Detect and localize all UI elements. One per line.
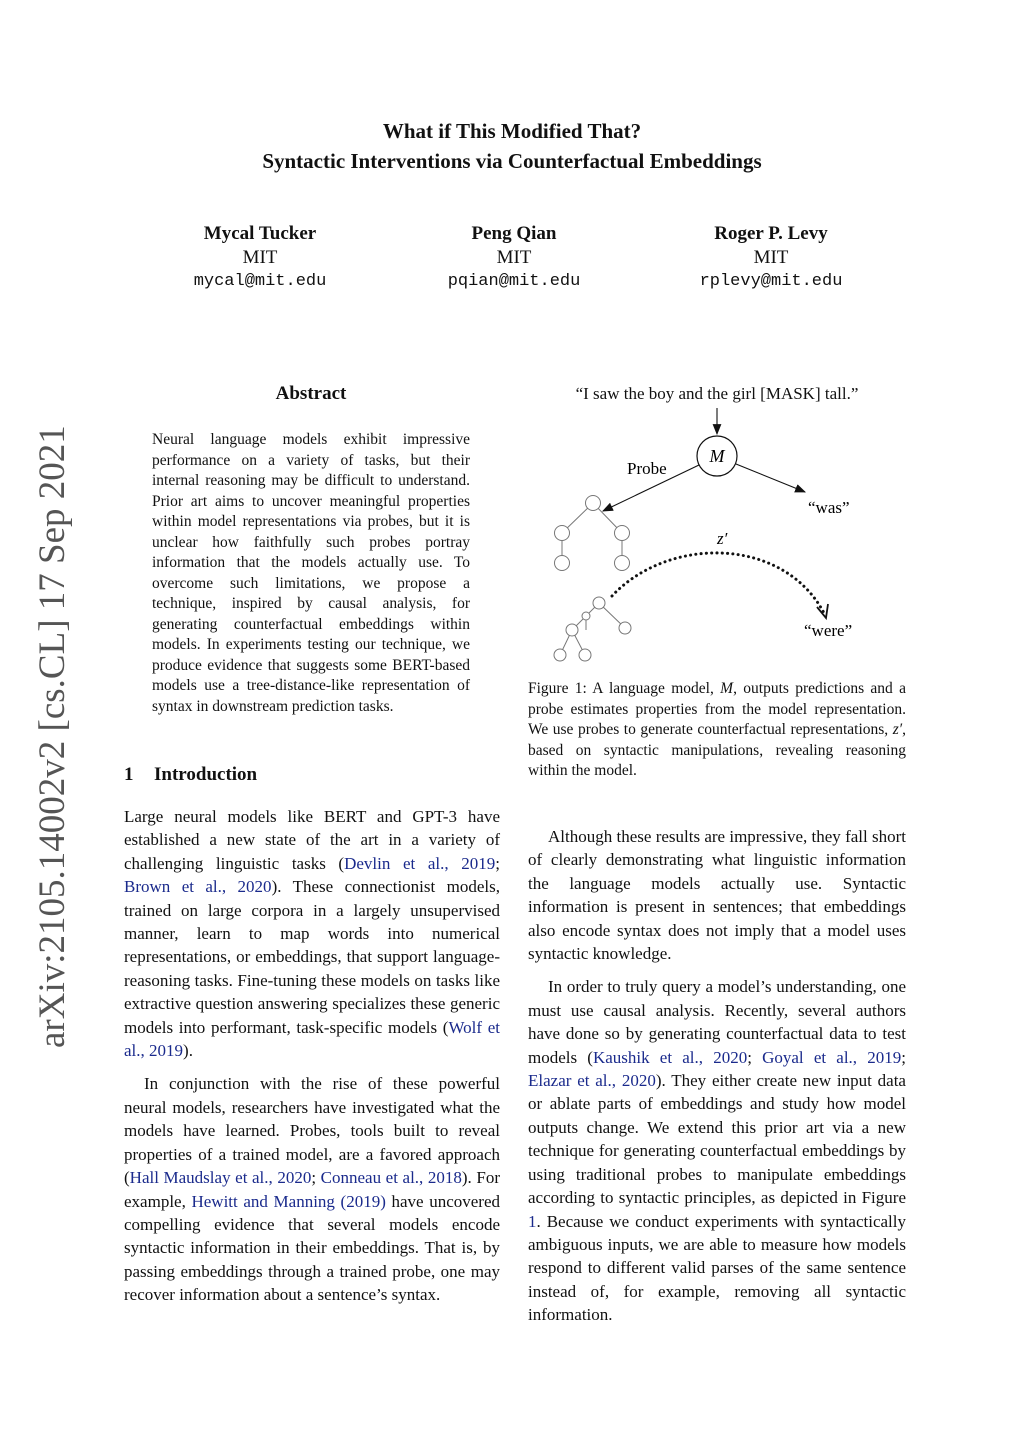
- tree-node: [579, 649, 591, 661]
- output-were-label: “were”: [804, 621, 853, 640]
- left-column-body: [124, 805, 500, 1317]
- citation-link[interactable]: Conneau et al., 2018: [320, 1168, 462, 1188]
- author-name: Peng Qian: [471, 223, 557, 244]
- author-block: [394, 222, 634, 294]
- citation-link[interactable]: Devlin et al., 2019: [344, 853, 496, 873]
- tree-node: [586, 496, 601, 511]
- model-label: M: [709, 446, 725, 466]
- abstract-heading: Abstract: [275, 383, 347, 404]
- section-heading-introduction: [124, 764, 257, 786]
- paragraph: In order to truly query a model’s understanding, one must use causal analysis. Recently, several authors have done so by generating counterfactual data to test models (Kaushik et al., 2020; Goyal et al., 2019; Elazar et al., 2020). They either create new input data or ablate parts of embeddings and study how model outputs change. We extend this prior art via a new technique for generating counterfactual embeddings by using traditional probes to manipulate embeddings according to syntactic principles, as depicted in Figure 1. Because we conduct experiments with syntactically ambiguous inputs, we are able to measure how models respond to different valid parses of the same sentence instead of, for example, removing all syntactic information.: [528, 977, 906, 1325]
- figure-1-caption: Figure 1: A language model, M, outputs predictions and a probe estimates properties from the model representation. We use probes to generate counterfactual representations, z′, based on syntactic manipulations, revealing reasoning within the model.: [528, 680, 906, 780]
- probe-label: Probe: [627, 459, 667, 478]
- paper-title-line-1: What if This Modified That?: [382, 119, 642, 143]
- output-arrow: [736, 464, 805, 492]
- author-affiliation: MIT: [496, 247, 532, 268]
- section-number: 1: [124, 764, 134, 785]
- author-affiliation: MIT: [753, 247, 789, 268]
- author-block: [651, 222, 891, 294]
- citation-link[interactable]: Brown et al., 2020: [124, 877, 272, 897]
- citation-link[interactable]: Hewitt and Manning (2019): [191, 1191, 386, 1211]
- paper-title-line-2: Syntactic Interventions via Counterfactual Embeddings: [262, 149, 762, 173]
- output-was-label: “was”: [808, 498, 850, 517]
- tree-node: [554, 649, 566, 661]
- parse-tree-counterfactual: [554, 597, 631, 661]
- author-email[interactable]: mycal@mit.edu: [193, 272, 327, 291]
- citation-link[interactable]: Kaushik et al., 2020: [592, 1047, 748, 1067]
- section-title: Introduction: [154, 764, 258, 785]
- paragraph: Large neural models like BERT and GPT-3 have established a new state of the art in a variety of challenging linguistic tasks (Devlin et al., 2019; Brown et al., 2020). These connectionist models, trained on large corpora in a largely unsupervised manner, learn to map words into numerical representations, or embeddings, that support language-reasoning tasks. Fine-tuning these models on tasks like extractive question answering specializes these generic models into performant, task-specific models (Wolf et al., 2019).: [124, 807, 501, 1061]
- figure-1-diagram: [528, 408, 908, 670]
- tree-node: [566, 624, 578, 636]
- paragraph: Although these results are impressive, they fall short of clearly demonstrating what linguistic information the language models actually use. Syntactic information is present in sentences; that embeddings also encode syntax does not imply that a model uses syntactic knowledge.: [528, 827, 906, 964]
- author-name: Roger P. Levy: [714, 223, 828, 244]
- tree-node: [582, 612, 590, 620]
- paragraph: In conjunction with the rise of these powerful neural models, researchers have investigated what the models have learned. Probes, tools built to reveal properties of a trained model, are a favored approach (Hall Maudslay et al., 2020; Conneau et al., 2018). For example, Hewitt and Manning (2019) have uncovered compelling evidence that several models encode syntactic information in their embeddings. That is, by passing embeddings through a trained probe, one may recover information about a sentence’s syntax.: [124, 1074, 500, 1305]
- citation-link[interactable]: Elazar et al., 2020: [528, 1071, 656, 1091]
- author-name: Mycal Tucker: [203, 223, 317, 244]
- abstract-text: Neural language models exhibit impressive performance on a variety of tasks, but their internal reasoning may be difficult to understand. Prior art aims to uncover meaningful properties within model representations via probes, but it is unclear how faithfully such probes portray information that the models actually use. To overcome such limitations, we propose a technique, inspired by causal analysis, for generating counterfactual embeddings within models. In experiments testing our technique, we produce evidence that suggests some BERT-based models use a tree-distance-like representation of syntax in downstream prediction tasks.: [152, 431, 470, 715]
- counterfactual-label: z′: [717, 529, 728, 548]
- tree-node: [615, 556, 630, 571]
- citation-link[interactable]: Hall Maudslay et al., 2020: [129, 1168, 312, 1188]
- figure-input-sentence: “I saw the boy and the girl [MASK] tall.”: [575, 384, 859, 403]
- tree-node: [615, 526, 630, 541]
- author-email[interactable]: pqian@mit.edu: [447, 272, 581, 291]
- arxiv-sidebar-stamp: arXiv:2105.14002v2 [cs.CL] 17 Sep 2021: [32, 425, 73, 1048]
- counterfactual-arc: [612, 553, 824, 613]
- tree-node: [593, 597, 605, 609]
- parse-tree-original: [555, 496, 630, 571]
- author-block: [140, 222, 380, 294]
- tree-node: [555, 526, 570, 541]
- citation-link[interactable]: Goyal et al., 2019: [762, 1047, 902, 1067]
- tree-node: [555, 556, 570, 571]
- author-email[interactable]: rplevy@mit.edu: [699, 272, 843, 291]
- citation-link[interactable]: Wolf et al., 2019: [124, 1017, 500, 1061]
- tree-node: [619, 622, 631, 634]
- figure-reference-link[interactable]: 1: [528, 1211, 537, 1231]
- right-column-body: [528, 825, 906, 1337]
- author-affiliation: MIT: [242, 247, 278, 268]
